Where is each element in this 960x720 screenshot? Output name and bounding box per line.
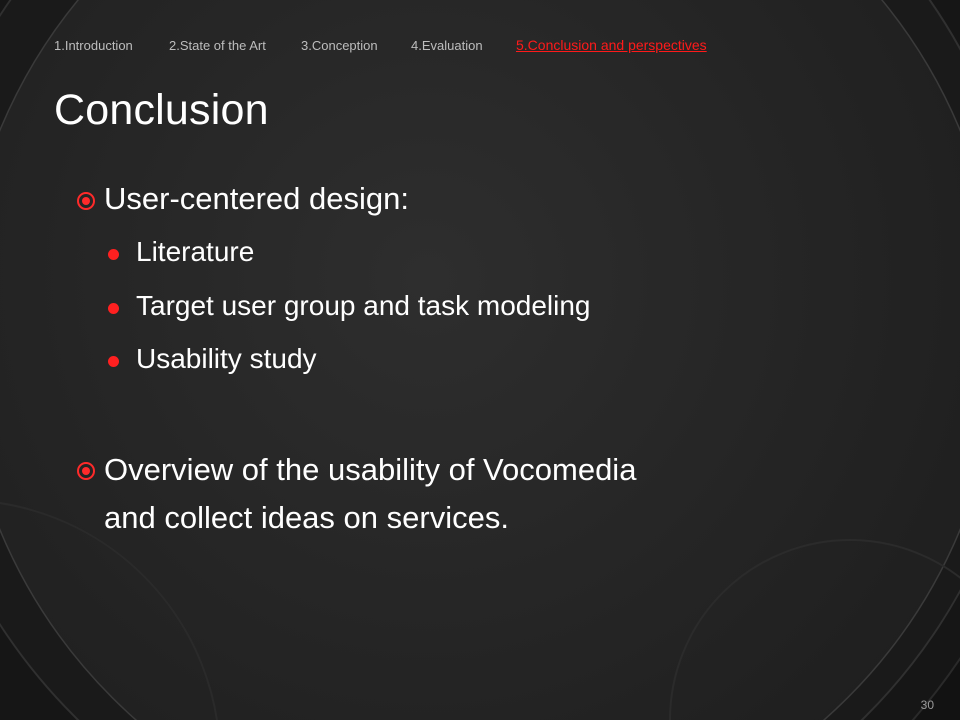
bullet-overview-line-1: Overview of the usability of Vocomedia	[104, 452, 637, 487]
nav-item-evaluation[interactable]: 4.Evaluation	[411, 38, 483, 53]
sub-bullet-target-user-group: Target user group and task modeling	[136, 290, 591, 321]
dot-bullet-icon	[108, 356, 119, 367]
bullet-overview-line-2: and collect ideas on services.	[104, 500, 509, 535]
nav-item-conclusion-active[interactable]: 5.Conclusion and perspectives	[516, 37, 707, 53]
nav-item-conception[interactable]: 3.Conception	[301, 38, 378, 53]
slide-title: Conclusion	[54, 86, 269, 134]
sub-bullet-usability-study: Usability study	[136, 343, 317, 374]
nav-item-introduction[interactable]: 1.Introduction	[54, 38, 133, 53]
page-number: 30	[920, 698, 934, 712]
bullet-user-centered-design: User-centered design:	[104, 181, 409, 216]
dot-bullet-icon	[108, 249, 119, 260]
circle-bullet-icon	[77, 462, 95, 480]
sub-bullet-literature: Literature	[136, 236, 255, 267]
circle-bullet-icon	[77, 192, 95, 210]
nav-item-state-of-the-art[interactable]: 2.State of the Art	[169, 38, 266, 53]
dot-bullet-icon	[108, 303, 119, 314]
